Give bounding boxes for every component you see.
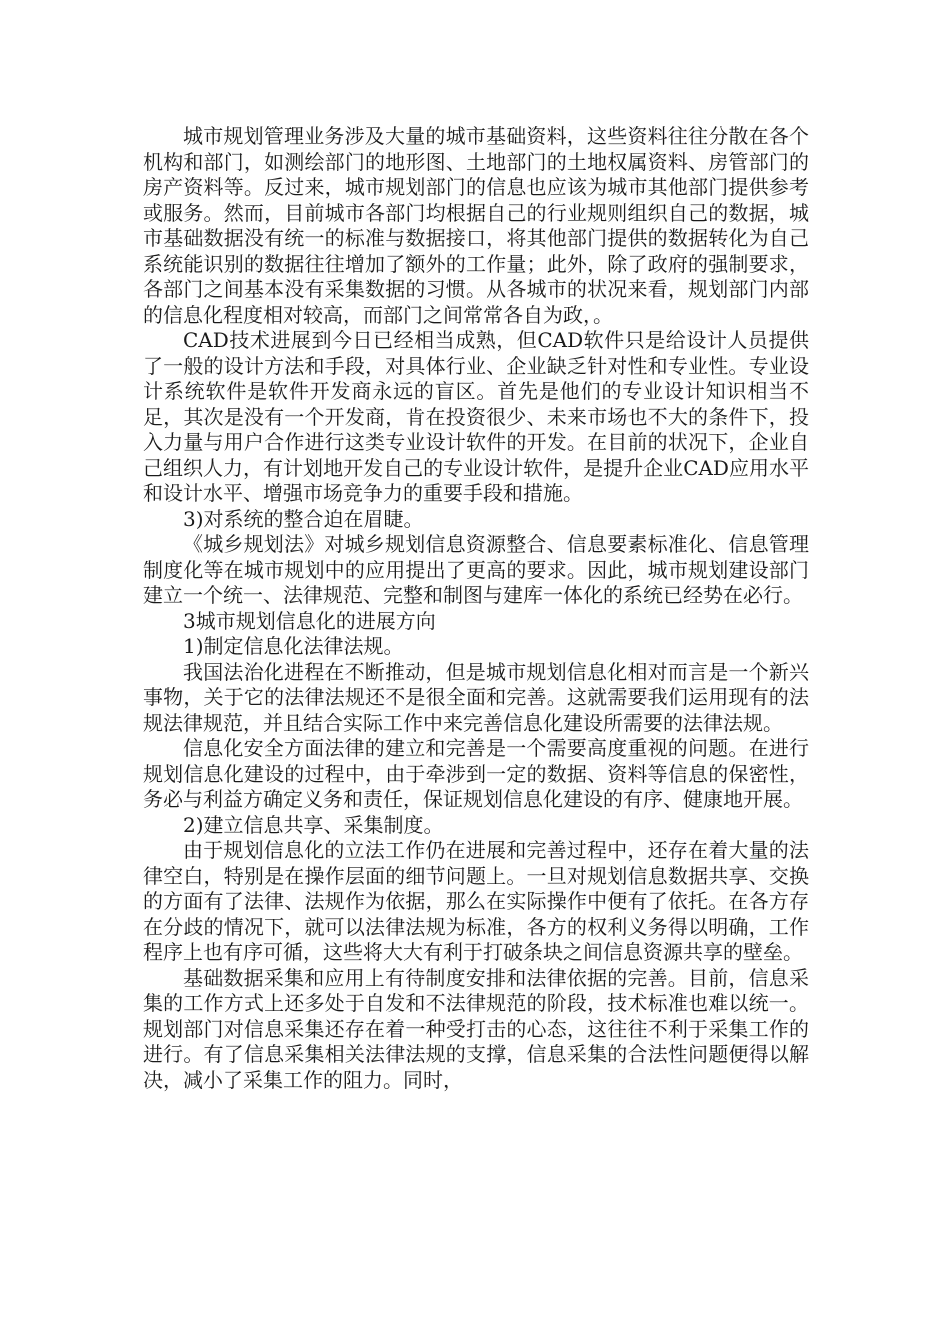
paragraph-rule-of-law: 我国法治化进程在不断推动，但是城市规划信息化相对而言是一个新兴事物，关于它的法律法规还不是很全面和完善。这就需要我们运用现有的法规法律规范，并且结合实际工作中来完善信息化建设所需要的法律法规。 [143,659,809,735]
section-heading-development-direction: 3城市规划信息化的进展方向 [183,608,436,633]
paragraph-cad-technology: CAD技术进展到今日已经相当成熟，但CAD软件只是给设计人员提供了一般的设计方法和手段，对具体行业、企业缺乏针对性和专业性。专业设计系统软件是软件开发商永远的盲区。首先是他们的专业设计知识相当不足，其次是没有一个开发商，肯在投资很少、未来市场也不大的条件下，投入力量与用户合作进行这类专业设计软件的开发。在目前的状况下，企业自己组织人力，有计划地开发自己的专业设计软件，是提升企业CAD应用水平和设计水平、增强市场竞争力的重要手段和措施。 [143,328,809,505]
paragraph-security-law: 信息化安全方面法律的建立和完善是一个需要高度重视的问题。在进行规划信息化建设的过程中，由于牵涉到一定的数据、资料等信息的保密性，务必与利益方确定义务和责任，保证规划信息化建设的有序、健康地开展。 [143,736,809,811]
list-item-system-integration: 3)对系统的整合迫在眉睫。 [183,506,424,531]
paragraph-planning-law: 《城乡规划法》对城乡规划信息资源整合、信息要素标准化、信息管理制度化等在城市规划中的应用提出了更高的要求。因此，城市规划建设部门建立一个统一、法律规范、完整和制图与建库一体化的系统已经势在必行。 [143,532,809,607]
paragraph-legislative-gaps: 由于规划信息化的立法工作仍在进展和完善过程中，还存在着大量的法律空白，特别是在操作层面的细节问题上。一旦对规划信息数据共享、交换的方面有了法律、法规作为依据，那么在实际操作中便有了依托。在各方存在分歧的情况下，就可以法律法规为标准，各方的权利义务得以明确，工作程序上也有序可循，这些将大大有利于打破条块之间信息资源共享的壁垒。 [143,838,809,964]
list-item-sharing-system: 2)建立信息共享、采集制度。 [183,812,444,837]
list-item-legislation: 1)制定信息化法律法规。 [183,634,404,658]
paragraph-data-collection: 基础数据采集和应用上有待制度安排和法律依据的完善。目前，信息采集的工作方式上还多处于自发和不法律规范的阶段，技术标准也难以统一。规划部门对信息采集还存在着一种受打击的心态，这往往不利于采集工作的进行。有了信息采集相关法律法规的支撑，信息采集的合法性问题便得以解决，减小了采集工作的阻力。同时， [143,965,809,1092]
paragraph-city-data-sharing: 城市规划管理业务涉及大量的城市基础资料，这些资料往往分散在各个机构和部门，如测绘部门的地形图、土地部门的土地权属资料、房管部门的房产资料等。反过来，城市规划部门的信息也应该为城市其他部门提供参考或服务。然而，目前城市各部门均根据自己的行业规则组织自己的数据，城市基础数据没有统一的标准与数据接口，将其他部门提供的数据转化为自己系统能识别的数据往往增加了额外的工作量；此外，除了政府的强制要求，各部门之间基本没有采集数据的习惯。从各城市的状况来看，规划部门内部的信息化程度相对较高，而部门之间常常各自为政，。 [143,124,809,327]
document-body [143,124,809,1093]
